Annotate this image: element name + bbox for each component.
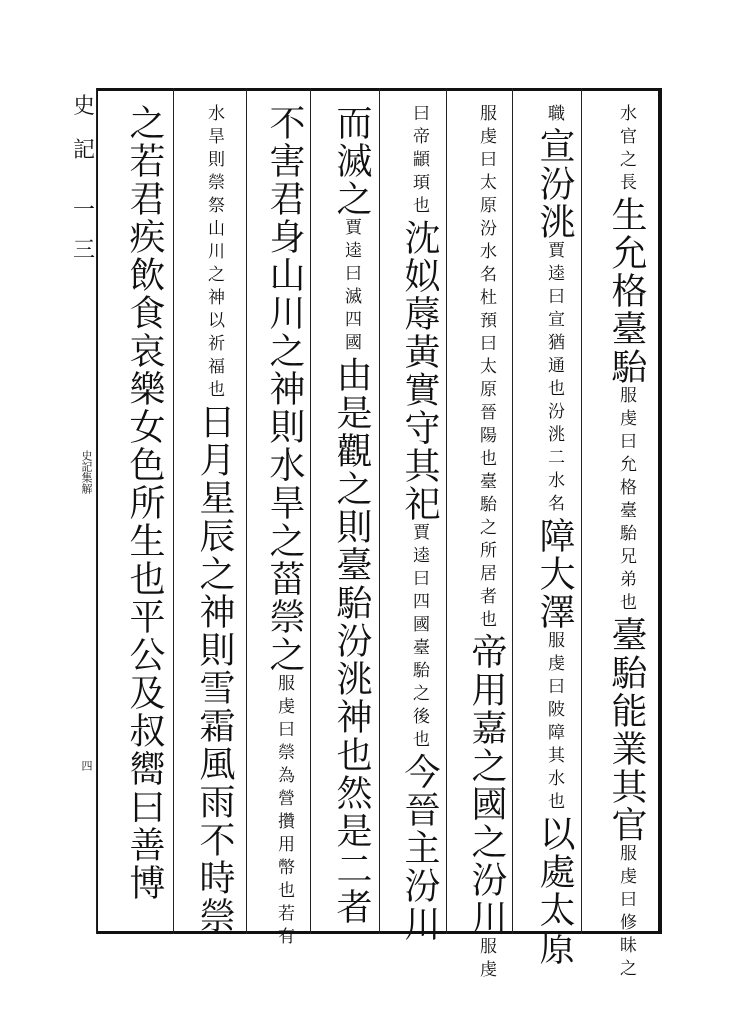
text-column-3	[460, 104, 508, 983]
main-text: 而滅之	[331, 104, 372, 218]
text-column-5	[325, 104, 373, 926]
main-text: 今晉主汾川	[399, 753, 440, 943]
annotation: 賈逵曰滅四國	[341, 218, 361, 356]
text-column-4	[393, 104, 441, 943]
main-text: 以處太原	[534, 815, 575, 967]
spine-char: 記	[73, 138, 96, 163]
text-column-2	[528, 104, 576, 967]
text-column-6	[258, 104, 306, 950]
annotation: 服虔	[476, 937, 496, 983]
annotation: 曰帝顓頊也	[409, 104, 429, 219]
spine-char: 一	[73, 198, 96, 223]
annotation: 賈逵曰四國臺駘之後也	[409, 523, 429, 753]
column-rule	[581, 88, 582, 934]
main-text: 之若君疾飲食哀樂女色所生也平公及叔嚮曰善博	[124, 104, 165, 902]
main-text: 由是觀之則臺駘汾洮神也然是二者	[331, 356, 372, 926]
main-text: 宣汾洮	[534, 127, 575, 241]
main-text: 沈姒蓐黃實守其祀	[399, 219, 440, 523]
annotation: 服虔曰允格臺駘兄弟也	[616, 386, 636, 616]
column-rule	[310, 88, 311, 934]
main-text: 障大澤	[534, 517, 575, 631]
annotation: 服虔曰太原汾水名杜預曰太原晉陽也臺駘之所居者也	[476, 104, 496, 633]
column-rule	[379, 88, 380, 934]
main-text: 不害君身山川之神則水旱之菑禜之	[264, 104, 305, 674]
text-column-7	[188, 104, 236, 935]
spine-title: 史記集解	[80, 450, 93, 494]
spine-page-number: 四	[80, 760, 93, 771]
text-column-8	[118, 104, 166, 918]
column-rule	[512, 88, 513, 934]
annotation: 水旱則禜祭山川之神以祈福也	[204, 104, 224, 403]
main-text: 生允格臺駘	[606, 196, 647, 386]
annotation: 服虔曰陂障其水也	[544, 631, 564, 815]
annotation: 職	[544, 104, 564, 127]
column-rule	[173, 88, 174, 934]
text-column-1	[600, 104, 648, 982]
annotation: 服虔曰修昧之	[616, 844, 636, 982]
spine-char: 史	[73, 94, 96, 119]
annotation: 水官之長	[616, 104, 636, 196]
main-text: 帝用嘉之國之汾川	[466, 633, 507, 937]
annotation: 賈逵曰宣猶通也汾洮二水名	[544, 241, 564, 517]
main-text: 臺駘能業其官	[606, 616, 647, 844]
column-rule	[446, 88, 447, 934]
main-text: 日月星辰之神則雪霜風雨不時禜	[194, 403, 235, 935]
column-rule	[246, 88, 247, 934]
spine-char: 三	[73, 238, 96, 263]
annotation: 服虔曰禜為營攢用幣也若有	[274, 674, 294, 950]
